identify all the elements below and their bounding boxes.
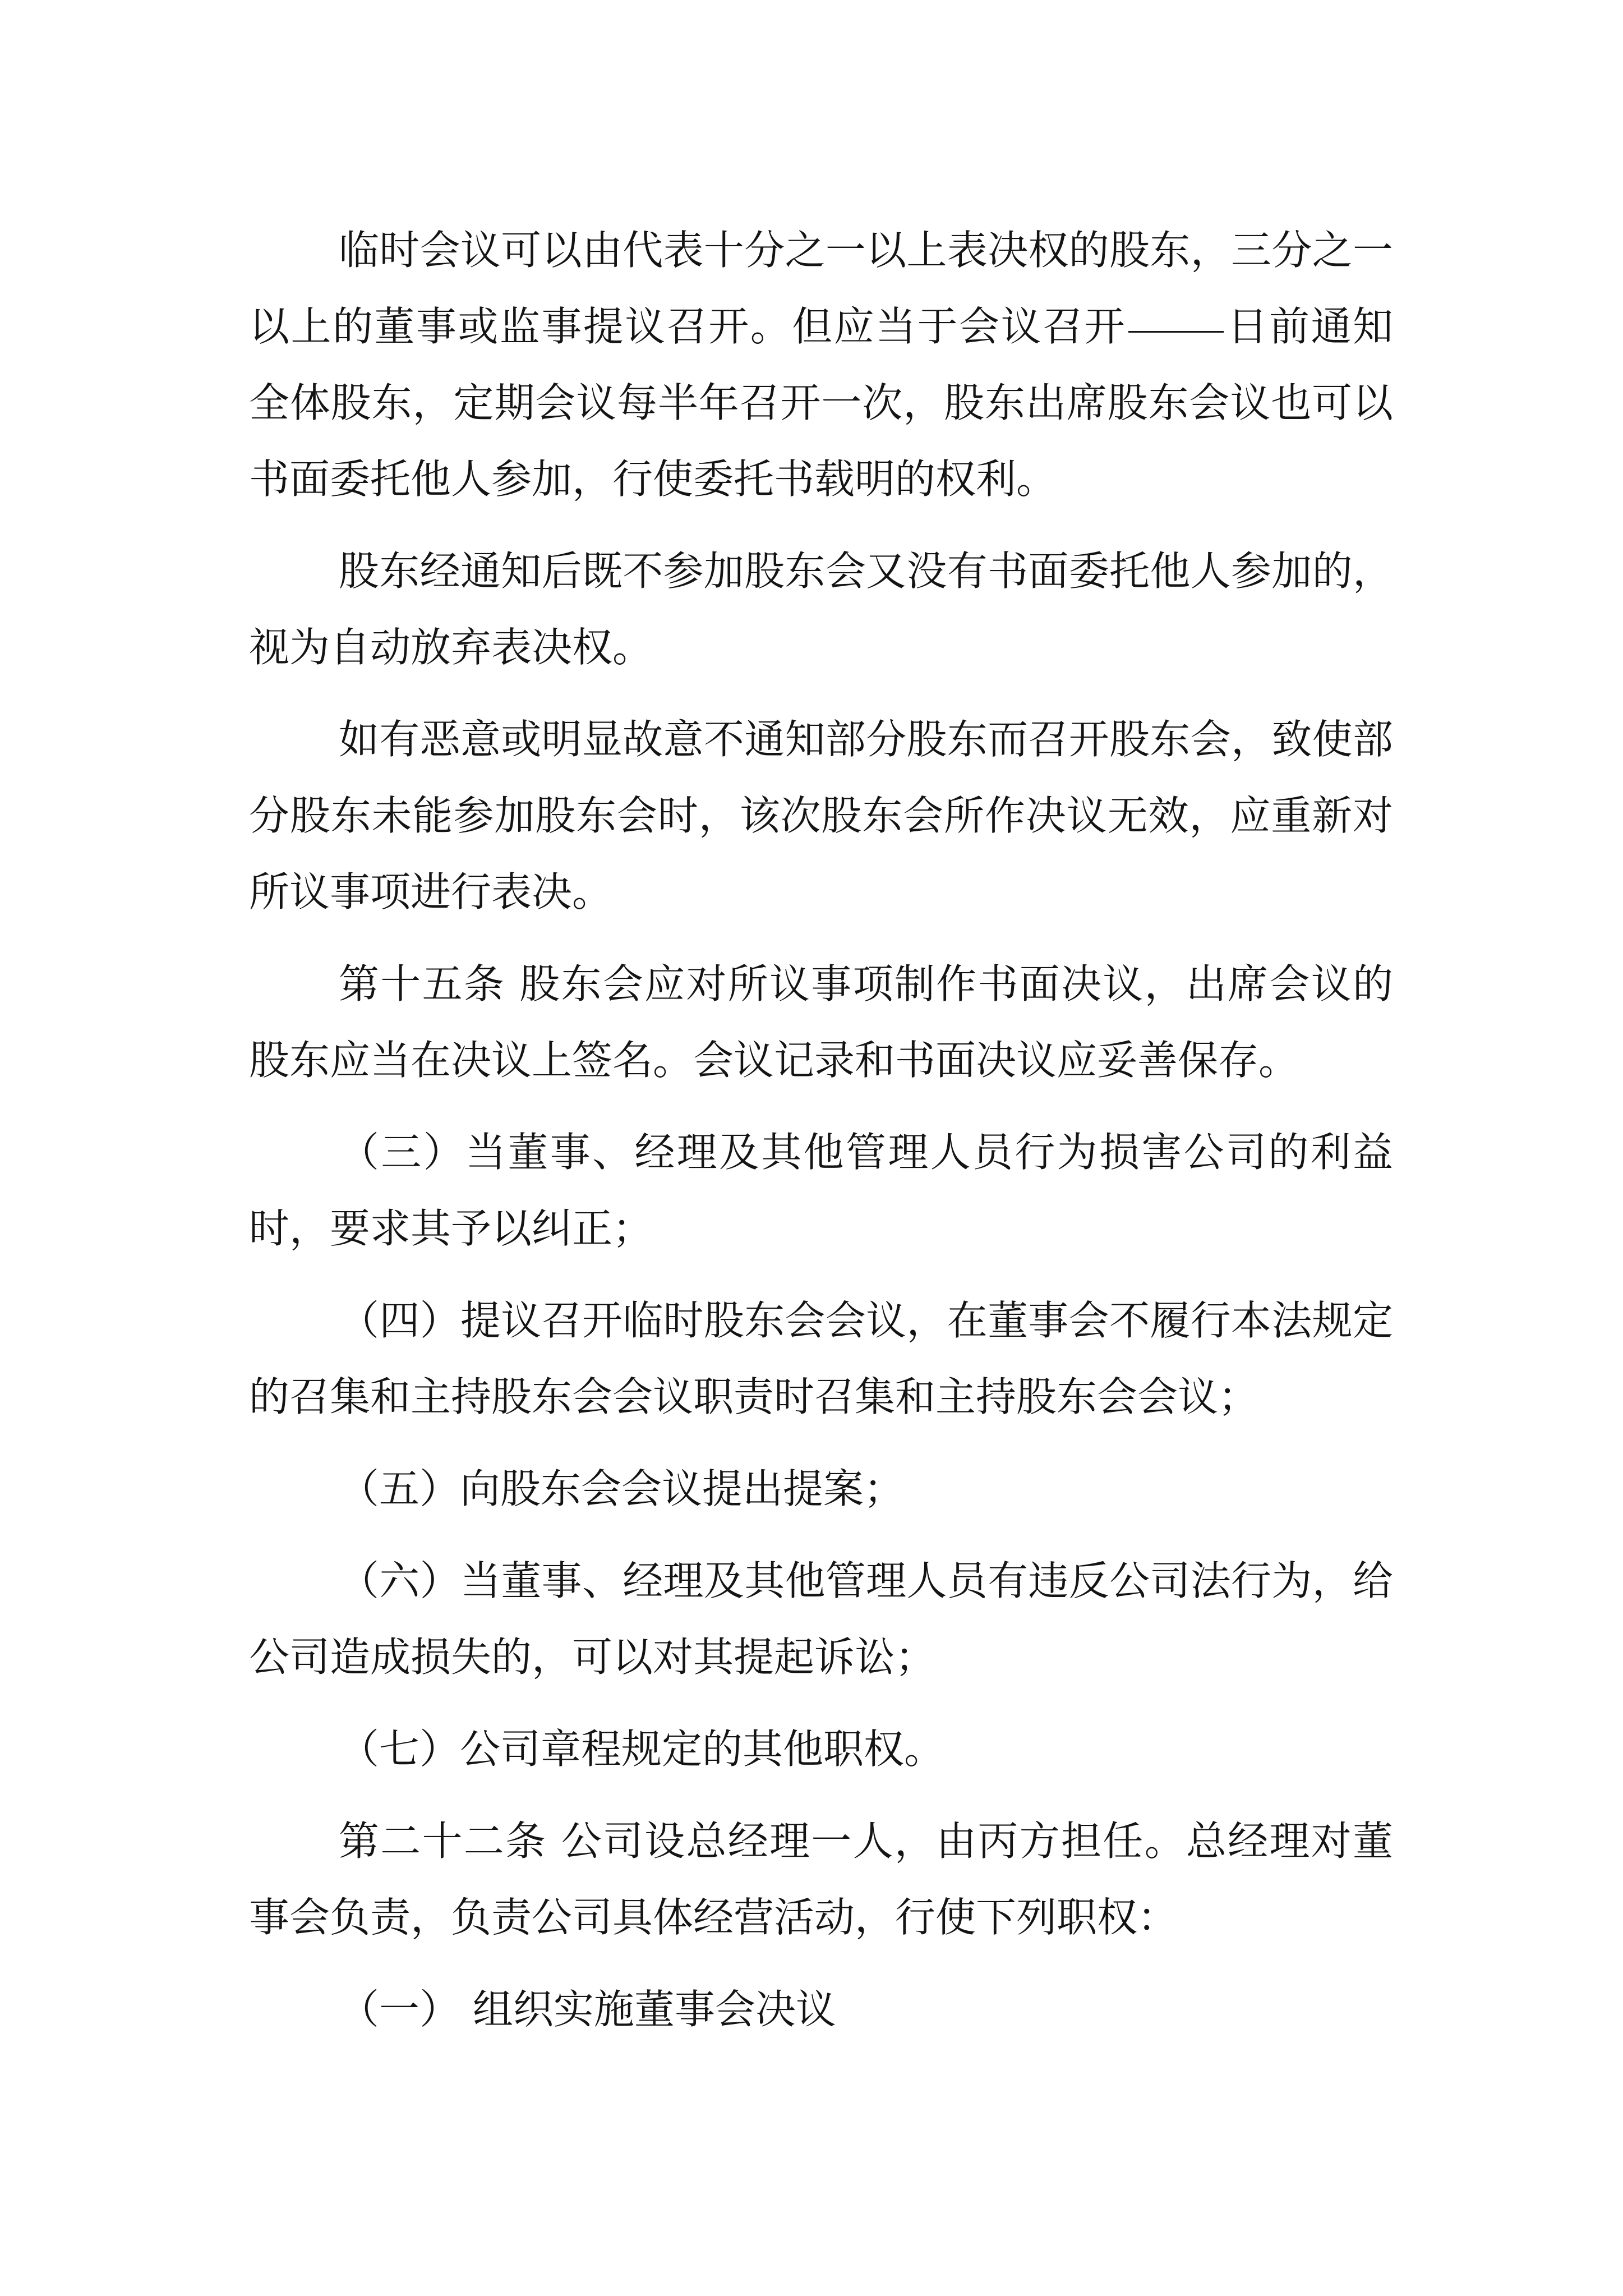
paragraph-article-22 (249, 1803, 1393, 1955)
fill-in-blank (1128, 330, 1224, 333)
list-item-3 (249, 1114, 1393, 1267)
paragraph-text: 如有恶意或明显故意不通知部分股东而召开股东会，致使部分股东未能参加股东会时，该次股东会所作决议无效，应重新对所议事项进行表决。 (249, 716, 1393, 915)
paragraph-text: （一） 组织实施董事会决议 (339, 1986, 836, 2033)
paragraph-text: 日前通知全体股东，定期会议每半年召开一次，股东出席股东会议也可以书面委托他人参加，行使委托书载明的权利。 (249, 303, 1393, 503)
paragraph-interim-meeting (249, 212, 1393, 517)
paragraph-text: （六）当董事、经理及其他管理人员有违反公司法行为，给公司造成损失的，可以对其提起诉讼； (249, 1557, 1393, 1681)
paragraph-text: （七）公司章程规定的其他职权。 (339, 1726, 945, 1773)
list-item-5 (249, 1451, 1393, 1527)
paragraph-waiver (249, 533, 1393, 685)
paragraph-text: （三）当董事、经理及其他管理人员行为损害公司的利益时，要求其予以纠正； (249, 1129, 1393, 1252)
paragraph-article-15 (249, 946, 1393, 1098)
paragraph-text: 股东经通知后既不参加股东会又没有书面委托他人参加的，视为自动放弃表决权。 (249, 547, 1393, 671)
list-item-6 (249, 1543, 1393, 1695)
paragraph-text: 第二十二条 公司设总经理一人，由丙方担任。总经理对董事会负责，负责公司具体经营活动，行使下列职权： (249, 1818, 1393, 1941)
document-body (249, 212, 1393, 2063)
paragraph-text: （四）提议召开临时股东会会议，在董事会不履行本法规定的召集和主持股东会会议职责时召集和主持股东会会议； (249, 1297, 1393, 1420)
list-item-1 (249, 1971, 1393, 2047)
paragraph-invalid-resolution (249, 701, 1393, 930)
list-item-7 (249, 1711, 1393, 1787)
list-item-4 (249, 1282, 1393, 1435)
paragraph-text: （五）向股东会会议提出提案； (339, 1465, 905, 1512)
paragraph-text: 第十五条 股东会应对所议事项制作书面决议，出席会议的股东应当在决议上签名。会议记录和书面决议应妥善保存。 (249, 960, 1393, 1084)
paragraph-text: 临时会议可以由代表十分之一以上表决权的股东，三分之一以上的董事或监事提议召开。但应当于会议召开 (249, 227, 1393, 350)
